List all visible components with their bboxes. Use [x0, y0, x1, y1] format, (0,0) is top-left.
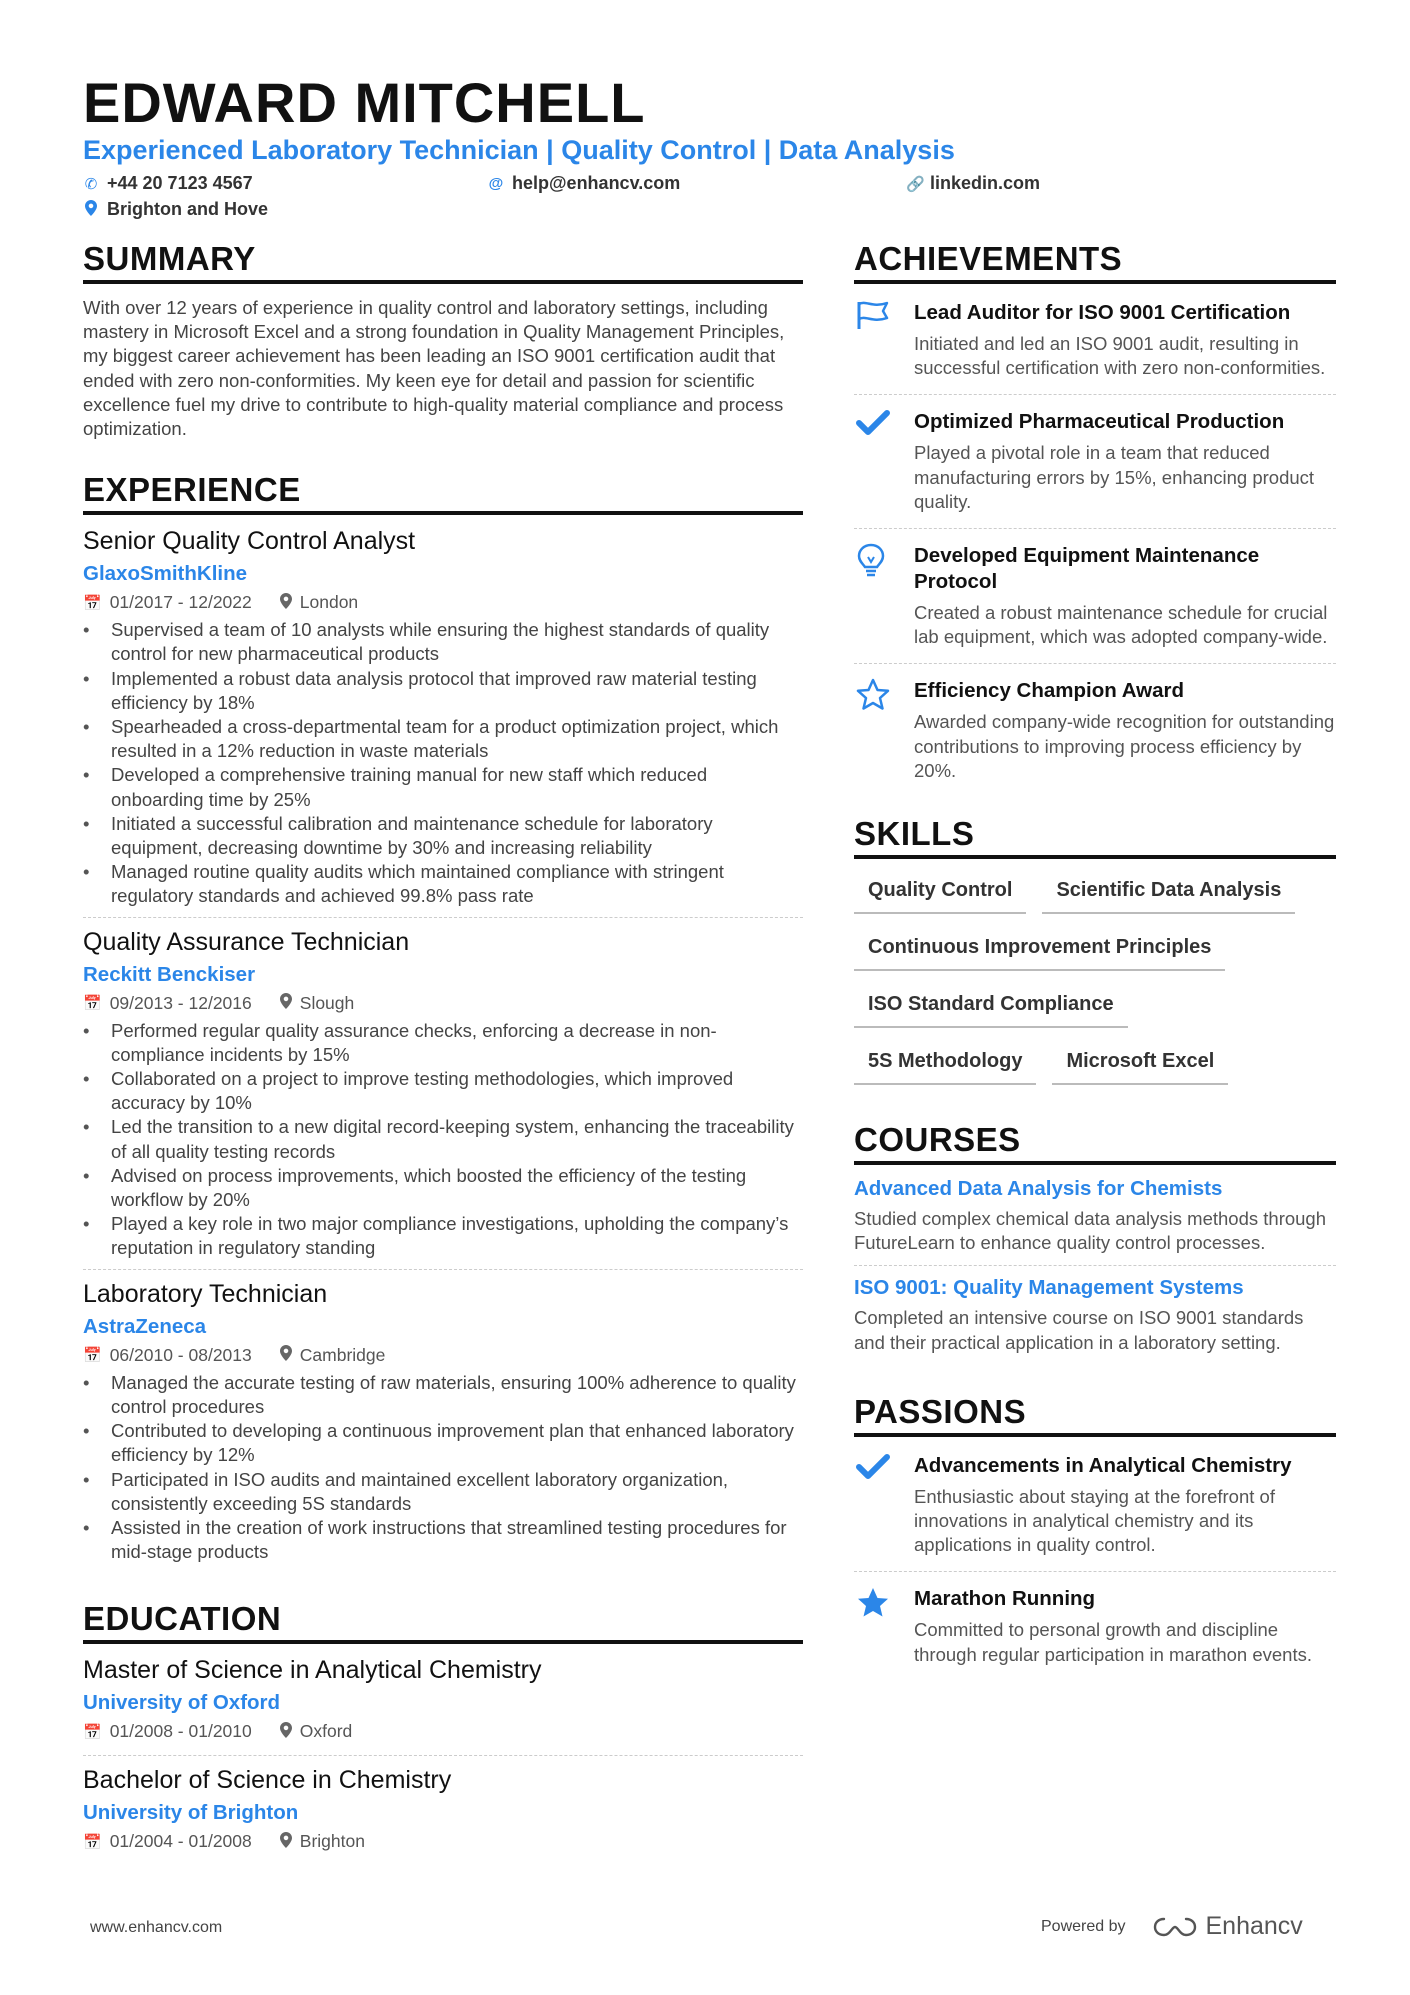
- job-bullet: • Collaborated on a project to improve testing methodologies, which improved accuracy by 10%: [83, 1067, 803, 1115]
- passion-desc: Enthusiastic about staying at the forefront of innovations in analytical chemistry and its applications in quality control.: [914, 1485, 1275, 1556]
- skill-tag: Scientific Data Analysis: [1042, 871, 1295, 914]
- achievement-desc: Created a robust maintenance schedule for crucial lab equipment, which was adopted company-wide.: [914, 602, 1328, 648]
- job-dates: 06/2010 - 08/2013: [109, 1344, 252, 1365]
- phone-icon: ✆: [84, 175, 98, 193]
- achievement-title: Efficiency Champion Award: [914, 679, 1184, 703]
- at-icon: @: [488, 175, 504, 192]
- skill-tag: Microsoft Excel: [1052, 1042, 1228, 1085]
- achievement-desc: Played a pivotal role in a team that reduced manufacturing errors by 15%, enhancing product quality.: [914, 442, 1315, 512]
- achievement-item: [854, 539, 1336, 664]
- location-pin-icon: [83, 200, 99, 220]
- company-name: AstraZeneca: [83, 1314, 207, 1338]
- job-meta: [83, 592, 803, 613]
- link-icon: 🔗: [906, 175, 925, 193]
- contact-phone: [83, 173, 253, 194]
- achievement-item: [854, 405, 1336, 529]
- calendar-icon: 📅: [83, 1347, 102, 1365]
- education-entry: [83, 1656, 803, 1756]
- job-title: Senior Quality Control Analyst: [83, 527, 416, 556]
- education-dates: 01/2008 - 01/2010: [109, 1721, 252, 1742]
- school-name: University of Brighton: [83, 1801, 299, 1825]
- job-bullet: • Advised on process improvements, which boosted the efficiency of the testing workflow by 20%: [83, 1164, 803, 1212]
- experience-entry: [83, 527, 803, 917]
- star-outline-icon: [854, 678, 914, 783]
- education-heading: EDUCATION: [83, 1600, 803, 1644]
- degree-title: Bachelor of Science in Chemistry: [83, 1766, 452, 1795]
- course-title: Advanced Data Analysis for Chemists: [854, 1177, 1223, 1201]
- course-title: ISO 9001: Quality Management Systems: [854, 1276, 1244, 1300]
- education-meta: [83, 1721, 803, 1742]
- job-bullet: • Managed the accurate testing of raw materials, ensuring 100% adherence to quality control procedures: [83, 1371, 803, 1419]
- job-location: Slough: [299, 992, 355, 1013]
- job-title: Quality Assurance Technician: [83, 927, 410, 956]
- job-bullets: [83, 1371, 803, 1565]
- summary-heading: SUMMARY: [83, 240, 803, 284]
- job-bullet: • Performed regular quality assurance checks, enforcing a decrease in non-compliance incidents by 15%: [83, 1019, 803, 1067]
- powered-by-label: Powered by: [1041, 1917, 1126, 1935]
- email-text[interactable]: help@enhancv.com: [512, 173, 681, 193]
- job-title: Laboratory Technician: [83, 1279, 328, 1308]
- footer-powered-by: [1041, 1912, 1303, 1941]
- location-pin-icon: [280, 593, 292, 613]
- job-bullets: [83, 1019, 803, 1261]
- location-pin-icon: [280, 993, 292, 1013]
- linkedin-text[interactable]: linkedin.com: [930, 173, 1041, 193]
- course-item: [854, 1276, 1336, 1364]
- job-location: London: [299, 592, 359, 613]
- job-bullet: • Contributed to developing a continuous improvement plan that enhanced laboratory efficiency by 12%: [83, 1419, 803, 1467]
- job-meta: [83, 993, 803, 1014]
- achievement-item: [854, 296, 1336, 395]
- company-name: Reckitt Benckiser: [83, 962, 256, 986]
- job-bullet: • Spearheaded a cross-departmental team for a product optimization project, which resulted in a 12% reduction in waste materials: [83, 715, 803, 763]
- calendar-icon: 📅: [83, 995, 102, 1013]
- passion-desc: Committed to personal growth and discipline through regular participation in marathon events.: [914, 1619, 1312, 1665]
- job-bullets: [83, 618, 803, 908]
- company-name: GlaxoSmithKline: [83, 562, 248, 586]
- phone-text: +44 20 7123 4567: [107, 173, 253, 193]
- job-bullet: • Played a key role in two major compliance investigations, upholding the company’s reputation in regulatory standing: [83, 1212, 803, 1260]
- passion-title: Marathon Running: [914, 1587, 1096, 1611]
- passion-title: Advancements in Analytical Chemistry: [914, 1453, 1292, 1477]
- courses-heading: COURSES: [854, 1121, 1336, 1165]
- education-location: Oxford: [299, 1721, 353, 1742]
- job-bullet: • Initiated a successful calibration and maintenance schedule for laboratory equipment, decreasing downtime by 30% and increasing reliability: [83, 812, 803, 860]
- skill-tag: Quality Control: [854, 871, 1026, 914]
- skills-heading: SKILLS: [854, 815, 1336, 859]
- candidate-name: EDWARD MITCHELL: [83, 71, 646, 134]
- left-column: [83, 240, 803, 1875]
- job-bullet: • Developed a comprehensive training manual for new staff which reduced onboarding time by 25%: [83, 763, 803, 811]
- contact-linkedin[interactable]: [906, 173, 1040, 194]
- job-bullet: • Participated in ISO audits and maintained excellent laboratory organization, consistently exceeding 5S standards: [83, 1468, 803, 1516]
- achievement-item: [854, 674, 1336, 797]
- passion-item: [854, 1449, 1336, 1573]
- job-bullet: • Managed routine quality audits which maintained compliance with stringent regulatory standards and achieved 99.8% pass rate: [83, 860, 803, 908]
- education-dates: 01/2004 - 01/2008: [109, 1831, 252, 1852]
- job-bullet: • Assisted in the creation of work instructions that streamlined testing procedures for mid-stage products: [83, 1516, 803, 1564]
- job-bullet: • Implemented a robust data analysis protocol that improved raw material testing efficiency by 18%: [83, 667, 803, 715]
- job-bullet: • Supervised a team of 10 analysts while ensuring the highest standards of quality control for new pharmaceutical products: [83, 618, 803, 666]
- lightbulb-icon: [854, 543, 914, 649]
- passion-item: [854, 1582, 1336, 1680]
- job-meta: [83, 1345, 803, 1366]
- achievement-desc: Initiated and led an ISO 9001 audit, resulting in successful certification with zero non-conformities.: [914, 333, 1326, 379]
- achievement-desc: Awarded company-wide recognition for outstanding contributions to improving process efficiency by 20%.: [914, 711, 1335, 781]
- experience-heading: EXPERIENCE: [83, 471, 803, 515]
- calendar-icon: 📅: [83, 594, 102, 612]
- education-meta: [83, 1831, 803, 1852]
- location-pin-icon: [280, 1722, 292, 1742]
- location-pin-icon: [280, 1832, 292, 1852]
- contact-email[interactable]: [488, 173, 680, 194]
- experience-entry: [83, 1280, 803, 1573]
- passions-heading: PASSIONS: [854, 1393, 1336, 1437]
- skill-tag: Continuous Improvement Principles: [854, 928, 1225, 971]
- summary-text: With over 12 years of experience in quality control and laboratory settings, including mastery in Microsoft Excel and a strong foundation in Quality Management Principles, my biggest career achievement has been leading an ISO 9001 certification audit that ended with zero non-conformities. My keen eye for detail and passion for scientific excellence fuel my drive to contribute to high-quality material compliance and process optimization.: [83, 297, 785, 440]
- checkmark-icon: [854, 409, 914, 514]
- right-column: [854, 240, 1336, 1691]
- checkmark-icon: [854, 1453, 914, 1558]
- calendar-icon: 📅: [83, 1723, 102, 1741]
- course-desc: Studied complex chemical data analysis methods through FutureLearn to enhance quality control processes.: [854, 1208, 1327, 1254]
- star-icon: [854, 1586, 914, 1666]
- achievement-title: Developed Equipment Maintenance Protocol: [914, 544, 1260, 594]
- education-location: Brighton: [299, 1831, 365, 1852]
- course-desc: Completed an intensive course on ISO 9001 standards and their practical application in a laboratory setting.: [854, 1307, 1304, 1353]
- location-pin-icon: [280, 1345, 292, 1365]
- achievement-title: Lead Auditor for ISO 9001 Certification: [914, 301, 1291, 324]
- skill-tag: ISO Standard Compliance: [854, 985, 1128, 1028]
- enhancv-logo[interactable]: [1152, 1912, 1303, 1941]
- enhancv-brand: Enhancv: [1205, 1912, 1303, 1940]
- job-dates: 01/2017 - 12/2022: [109, 592, 252, 613]
- education-entry: [83, 1766, 803, 1865]
- enhancv-logo-icon: [1152, 1915, 1198, 1939]
- school-name: University of Oxford: [83, 1691, 281, 1715]
- job-dates: 09/2013 - 12/2016: [109, 992, 252, 1013]
- degree-title: Master of Science in Analytical Chemistry: [83, 1656, 542, 1685]
- skill-tag: 5S Methodology: [854, 1042, 1036, 1085]
- achievements-heading: ACHIEVEMENTS: [854, 240, 1336, 284]
- candidate-tagline: Experienced Laboratory Technician | Quality Control | Data Analysis: [83, 135, 955, 165]
- skills-list: [854, 871, 1336, 1099]
- job-bullet: • Led the transition to a new digital record-keeping system, enhancing the traceability of all quality testing records: [83, 1115, 803, 1163]
- calendar-icon: 📅: [83, 1833, 102, 1851]
- contact-location: [83, 199, 268, 220]
- footer-website[interactable]: www.enhancv.com: [90, 1919, 223, 1936]
- achievement-title: Optimized Pharmaceutical Production: [914, 410, 1285, 434]
- experience-entry: [83, 928, 803, 1270]
- location-text: Brighton and Hove: [107, 199, 268, 219]
- flag-icon: [854, 300, 914, 380]
- job-location: Cambridge: [299, 1344, 386, 1365]
- course-item: [854, 1177, 1336, 1266]
